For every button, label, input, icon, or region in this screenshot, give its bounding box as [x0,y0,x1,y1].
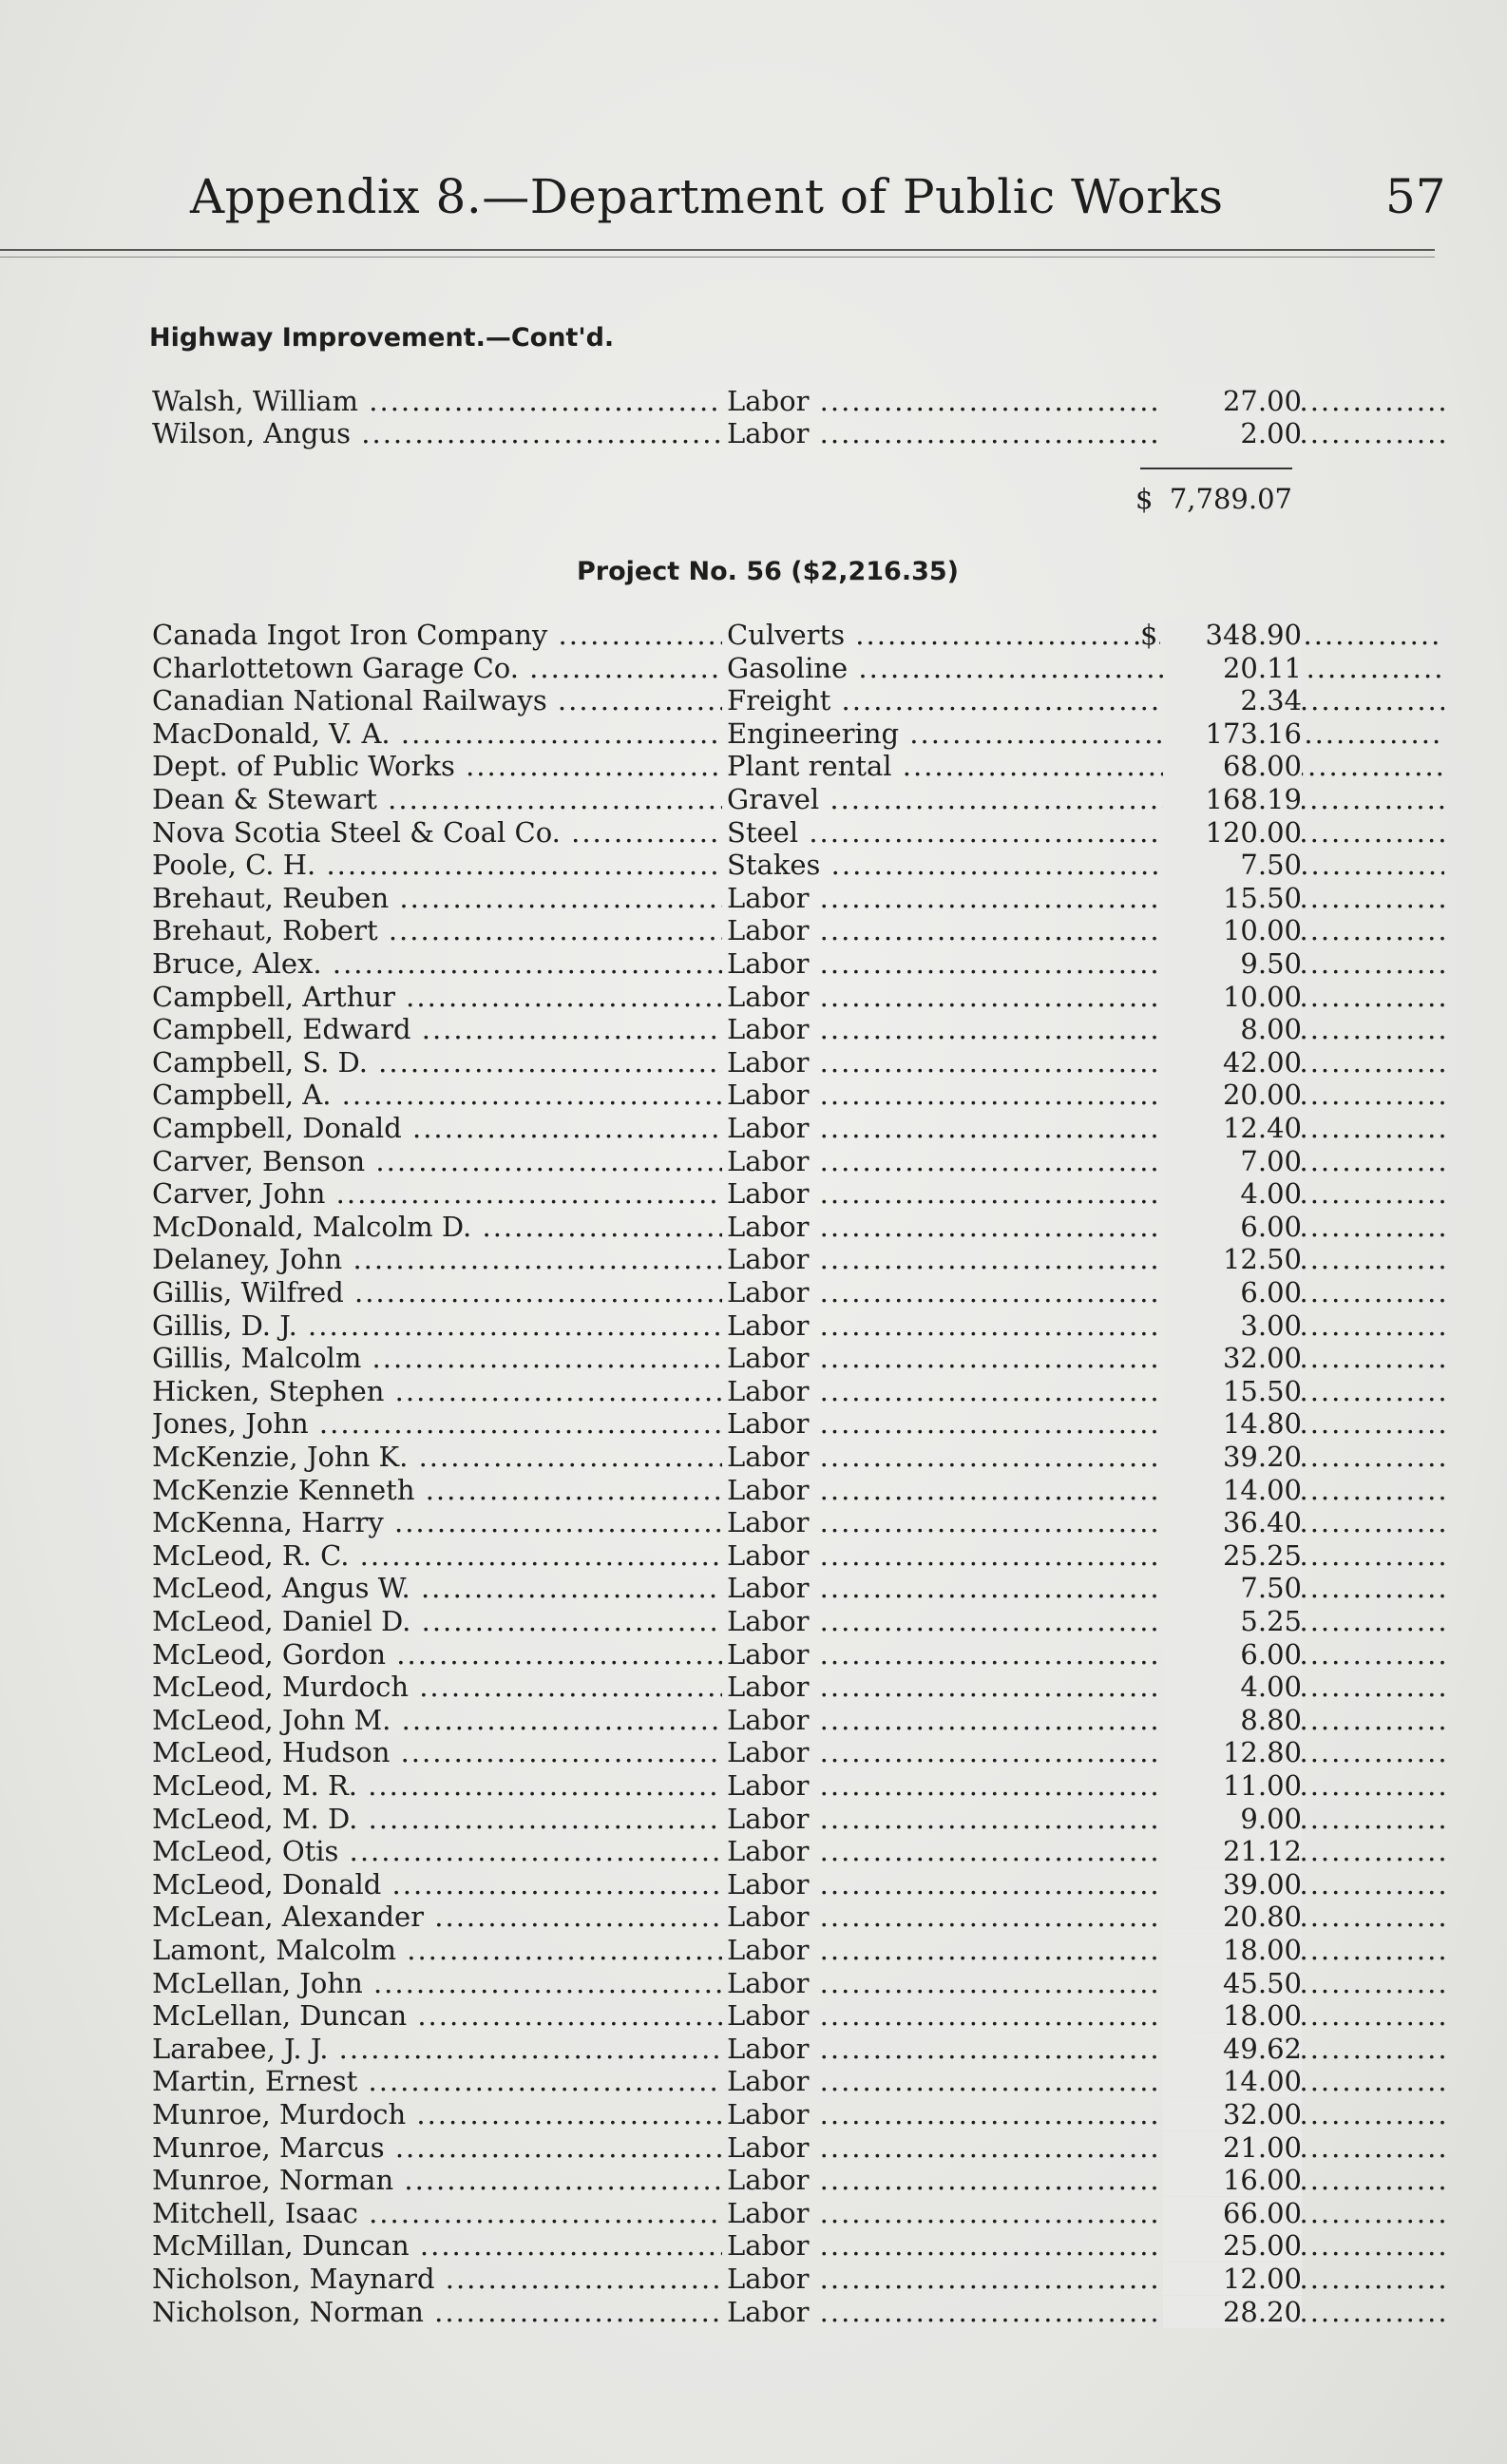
page-number: 57 [1385,169,1446,224]
expense-amount: 14.00 [1163,1474,1302,1506]
payee-name: Campbell, S. D. ..... [152,1046,722,1079]
ledger-row [152,947,1302,980]
expense-item: Labor ..... [727,1605,1444,1637]
ledger-row [152,684,1302,716]
expense-amount: 168.19 [1163,783,1302,815]
expense-item: Labor ..... [727,1901,1444,1933]
payee-name: McLeod, M. D. ..... [152,1803,722,1835]
ledger-row [152,1967,1302,1999]
ledger-row [152,1211,1302,1243]
payee-name: Poole, C. H. ..... [152,849,722,881]
expense-item: Freight ..... [727,684,1444,716]
ledger-row [152,1868,1302,1901]
payee-name: Brehaut, Reuben ..... [152,882,722,914]
ledger-row [152,1769,1302,1802]
ledger-row [152,1407,1302,1440]
expense-item: Labor ..... [727,1211,1444,1243]
payee-name: McLellan, John ..... [152,1967,722,1999]
ledger-row [152,1079,1302,1111]
ledger-row [152,1112,1302,1144]
expense-item: Labor ..... [727,1013,1444,1045]
expense-item: Labor ..... [727,385,1444,417]
expense-amount: 45.50 [1163,1967,1302,1999]
expense-item: Stakes ..... [727,849,1444,881]
payee-name: Delaney, John ..... [152,1243,722,1275]
payee-name: Walsh, William ..... [152,385,722,417]
expense-item: Labor ..... [727,1868,1444,1901]
expense-amount: 18.00 [1163,1999,1302,2032]
payee-name: McLeod, Murdoch ..... [152,1671,722,1703]
expense-item: Labor ..... [727,1736,1444,1768]
ledger-row [152,1506,1302,1538]
expense-item: Labor ..... [727,981,1444,1013]
expense-amount: 68.00 [1163,750,1302,782]
expense-amount: 14.00 [1163,2065,1302,2097]
expense-amount: 4.00 [1163,1671,1302,1703]
payee-name: MacDonald, V. A. ..... [152,717,722,750]
payee-name: Lamont, Malcolm ..... [152,1934,722,1966]
payee-name: Munroe, Murdoch ..... [152,2098,722,2130]
expense-amount: 32.00 [1163,1342,1302,1374]
expense-amount: 49.62 [1163,2033,1302,2065]
payee-name: Campbell, Donald ..... [152,1112,722,1144]
payee-name: Gillis, Malcolm ..... [152,1342,722,1374]
expense-item: Labor ..... [727,1375,1444,1407]
expense-amount: 25.00 [1163,2229,1302,2262]
payee-name: Martin, Ernest ..... [152,2065,722,2097]
ledger-row [152,1177,1302,1210]
total-rule [1140,468,1292,469]
expense-item: Labor ..... [727,1803,1444,1835]
expense-item: Labor ..... [727,1407,1444,1440]
expense-amount: 6.00 [1163,1211,1302,1243]
payee-name: Canadian National Railways ..... [152,684,722,716]
expense-item: Labor ..... [727,1145,1444,1177]
ledger-row [152,1539,1302,1572]
expense-amount: 6.00 [1163,1638,1302,1671]
expense-amount: 10.00 [1163,981,1302,1013]
payee-name: McLeod, Donald ..... [152,1868,722,1901]
expense-item: Labor ..... [727,2263,1444,2295]
ledger-row [152,1474,1302,1506]
expense-amount: 25.25 [1163,1539,1302,1572]
expense-amount: 15.50 [1163,882,1302,914]
payee-name: Charlottetown Garage Co. ..... [152,652,722,684]
expense-amount: 3.00 [1163,1309,1302,1342]
payee-name: Brehaut, Robert ..... [152,914,722,946]
expense-item: Plant rental ..... [727,750,1444,782]
expense-item: Labor ..... [727,1046,1444,1079]
expense-amount: 7.50 [1163,849,1302,881]
payee-name: Munroe, Marcus ..... [152,2131,722,2164]
payee-name: McKenzie, John K. ..... [152,1441,722,1473]
header-rule [0,249,1435,251]
payee-name: Dean & Stewart ..... [152,783,722,815]
payee-name: McLeod, Gordon ..... [152,1638,722,1671]
expense-amount: 32.00 [1163,2098,1302,2130]
expense-item: Labor ..... [727,1539,1444,1572]
expense-amount: 21.00 [1163,2131,1302,2164]
payee-name: McLeod, Otis ..... [152,1835,722,1867]
expense-amount: 12.80 [1163,1736,1302,1768]
ledger-row [152,2296,1302,2328]
expense-item: Labor ..... [727,1474,1444,1506]
ledger-row [152,2033,1302,2065]
expense-amount: 66.00 [1163,2197,1302,2229]
expense-item: Engineering ..... [727,717,1444,750]
expense-item: Labor ..... [727,2098,1444,2130]
expense-amount: 7.00 [1163,1145,1302,1177]
expense-amount: 28.20 [1163,2296,1302,2328]
payee-name: McMillan, Duncan ..... [152,2229,722,2262]
payee-name: Dept. of Public Works ..... [152,750,722,782]
expense-item: Labor ..... [727,1999,1444,2032]
payee-name: Campbell, Arthur ..... [152,981,722,1013]
expense-item: Labor ..... [727,1342,1444,1374]
ledger-row [152,882,1302,914]
expense-amount: 2.34 [1163,684,1302,716]
ledger-row [152,981,1302,1013]
ledger-row [152,2164,1302,2196]
expense-amount: 20.80 [1163,1901,1302,1933]
payee-name: McKenzie Kenneth ..... [152,1474,722,1506]
ledger-row [152,849,1302,881]
ledger-row [152,1803,1302,1835]
expense-item: Labor ..... [727,1243,1444,1275]
expense-item: Labor ..... [727,1309,1444,1342]
ledger-row [152,1901,1302,1933]
expense-item: Labor ..... [727,914,1444,946]
expense-amount: 21.12 [1163,1835,1302,1867]
expense-item: Labor ..... [727,1671,1444,1703]
ledger-row [152,2131,1302,2164]
section-heading: Highway Improvement.—Cont'd. [149,323,615,353]
expense-amount: 20.00 [1163,1079,1302,1111]
expense-amount: 12.00 [1163,2263,1302,2295]
expense-item: Labor ..... [727,1704,1444,1736]
expense-amount: 4.00 [1163,1177,1302,1210]
payee-name: McLeod, R. C. ..... [152,1539,722,1572]
ledger-row [152,1243,1302,1275]
expense-item: Labor ..... [727,2131,1444,2164]
ledger-row [152,914,1302,946]
expense-amount: 12.40 [1163,1112,1302,1144]
ledger-row [152,2098,1302,2130]
expense-item: Labor ..... [727,882,1444,914]
payee-name: Nova Scotia Steel & Coal Co. ..... [152,816,722,849]
expense-amount: 8.00 [1163,1013,1302,1045]
expense-item: Labor ..... [727,2197,1444,2229]
dollar-sign: $ [1140,619,1158,651]
ledger-row [152,1638,1302,1671]
payee-name: Larabee, J. J. ..... [152,2033,722,2065]
expense-item: Culverts ..... [727,619,1444,651]
ledger-row [152,1934,1302,1966]
expense-item: Labor ..... [727,1441,1444,1473]
ledger-row [152,1835,1302,1867]
expense-amount: 16.00 [1163,2164,1302,2196]
expense-amount: 42.00 [1163,1046,1302,1079]
payee-name: McLeod, Daniel D. ..... [152,1605,722,1637]
payee-name: Bruce, Alex. ..... [152,947,722,980]
payee-name: McDonald, Malcolm D. ..... [152,1211,722,1243]
payee-name: McLeod, John M. ..... [152,1704,722,1736]
ledger-row [152,2065,1302,2097]
payee-name: McLeod, Hudson ..... [152,1736,722,1768]
project-heading: Project No. 56 ($2,216.35) [576,557,959,586]
expense-amount: 348.90 [1163,619,1302,651]
payee-name: Campbell, A. ..... [152,1079,722,1111]
ledger-row [152,816,1302,849]
payee-name: Nicholson, Norman ..... [152,2296,722,2328]
expense-amount: 9.00 [1163,1803,1302,1835]
payee-name: Carver, John ..... [152,1177,722,1210]
expense-item: Labor ..... [727,1638,1444,1671]
payee-name: Gillis, D. J. ..... [152,1309,722,1342]
ledger-row [152,1309,1302,1342]
ledger-row [152,1605,1302,1637]
ledger-row [152,1013,1302,1045]
expense-amount: 10.00 [1163,914,1302,946]
ledger-row [152,2229,1302,2262]
expense-item: Labor ..... [727,1506,1444,1538]
payee-name: Nicholson, Maynard ..... [152,2263,722,2295]
ledger-row [152,783,1302,815]
expense-item: Labor ..... [727,947,1444,980]
total-amount: 7,789.07 [1169,483,1292,515]
ledger-row [152,1999,1302,2032]
payee-name: McLeod, M. R. ..... [152,1769,722,1802]
payee-name: McLellan, Duncan ..... [152,1999,722,2032]
expense-item: Labor ..... [727,1967,1444,1999]
expense-item: Labor ..... [727,1835,1444,1867]
running-head-title: Appendix 8.—Department of Public Works [190,169,1224,224]
expense-amount: 11.00 [1163,1769,1302,1802]
payee-name: Campbell, Edward ..... [152,1013,722,1045]
expense-item: Steel ..... [727,816,1444,849]
expense-item: Labor ..... [727,1572,1444,1604]
section-total [1135,483,1292,515]
expense-item: Labor ..... [727,1276,1444,1308]
expense-amount: 2.00 [1163,417,1302,449]
expense-amount: 36.40 [1163,1506,1302,1538]
ledger-row [152,1704,1302,1736]
header-rule-thin [0,257,1435,258]
total-dollar-sign: $ [1135,483,1154,515]
payee-name: Jones, John ..... [152,1407,722,1440]
expense-amount: 18.00 [1163,1934,1302,1966]
payee-name: Carver, Benson ..... [152,1145,722,1177]
payee-name: Wilson, Angus ..... [152,417,722,449]
expense-item: Labor ..... [727,1079,1444,1111]
expense-amount: 12.50 [1163,1243,1302,1275]
expense-amount: 9.50 [1163,947,1302,980]
ledger-row [152,1046,1302,1079]
ledger-row [152,717,1302,750]
expense-amount: 8.80 [1163,1704,1302,1736]
expense-amount: 6.00 [1163,1276,1302,1308]
expense-item: Labor ..... [727,2033,1444,2065]
expense-amount: 39.20 [1163,1441,1302,1473]
expense-item: Labor ..... [727,1177,1444,1210]
expense-item: Labor ..... [727,1769,1444,1802]
ledger-row [152,2197,1302,2229]
payee-name: Gillis, Wilfred ..... [152,1276,722,1308]
payee-name: McKenna, Harry ..... [152,1506,722,1538]
ledger-row [152,750,1302,782]
expense-item: Labor ..... [727,2229,1444,2262]
expense-item: Labor ..... [727,1112,1444,1144]
expense-amount: 173.16 [1163,717,1302,750]
expense-amount: 5.25 [1163,1605,1302,1637]
payee-name: Munroe, Norman ..... [152,2164,722,2196]
ledger-row [152,1441,1302,1473]
expense-amount: 14.80 [1163,1407,1302,1440]
ledger-row [152,385,1302,417]
payee-name: McLean, Alexander ..... [152,1901,722,1933]
ledger-row [152,2263,1302,2295]
expense-item: Gasoline ..... [727,652,1444,684]
expense-item: Gravel ..... [727,783,1444,815]
ledger-row [152,1671,1302,1703]
ledger-row [152,1342,1302,1374]
ledger-row [152,619,1302,651]
expense-amount: 20.11 [1163,652,1302,684]
ledger-row [152,417,1302,449]
expense-amount: 15.50 [1163,1375,1302,1407]
payee-name: Canada Ingot Iron Company ..... [152,619,722,651]
expense-item: Labor ..... [727,2296,1444,2328]
payee-name: McLeod, Angus W. ..... [152,1572,722,1604]
payee-name: Mitchell, Isaac ..... [152,2197,722,2229]
ledger-row [152,1276,1302,1308]
expense-item: Labor ..... [727,2164,1444,2196]
ledger-row [152,1572,1302,1604]
ledger-row [152,1145,1302,1177]
payee-name: Hicken, Stephen ..... [152,1375,722,1407]
expense-amount: 7.50 [1163,1572,1302,1604]
expense-item: Labor ..... [727,417,1444,449]
expense-item: Labor ..... [727,2065,1444,2097]
ledger-row [152,1736,1302,1768]
expense-amount: 120.00 [1163,816,1302,849]
ledger-row [152,652,1302,684]
expense-amount: 39.00 [1163,1868,1302,1901]
ledger-row [152,1375,1302,1407]
expense-item: Labor ..... [727,1934,1444,1966]
expense-amount: 27.00 [1163,385,1302,417]
